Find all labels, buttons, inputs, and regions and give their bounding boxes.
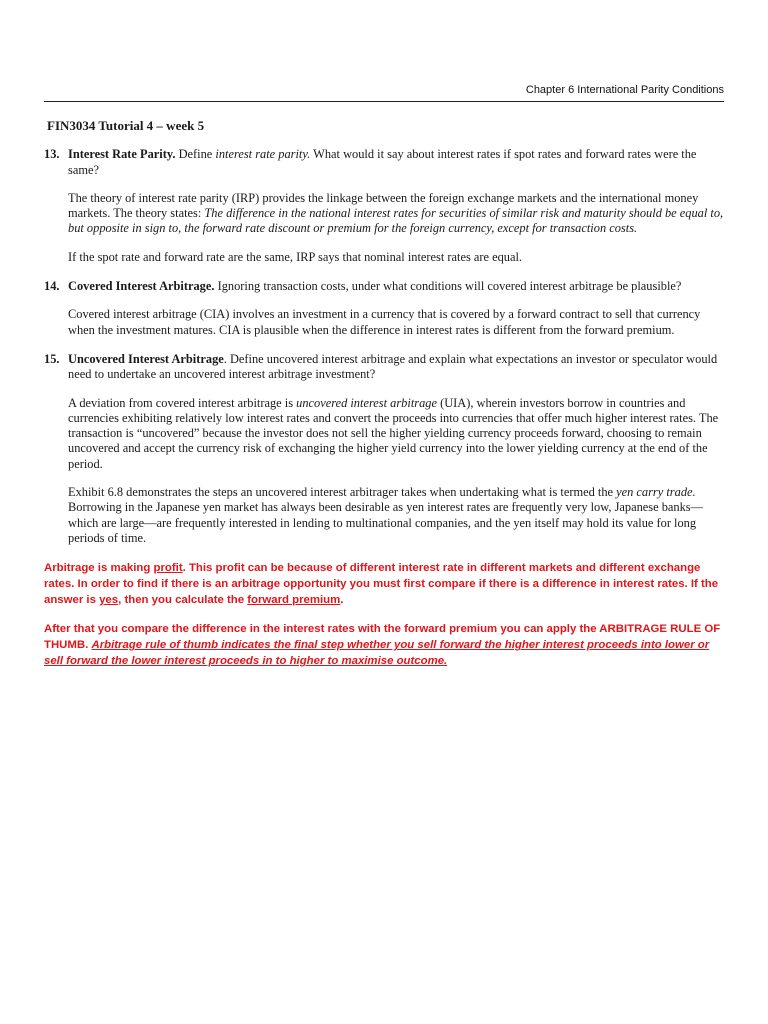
note-emphasis: yes [99,594,119,607]
answer-text: Exhibit 6.8 demonstrates the steps an uncovered interest arbitrager takes when undertaking what is termed the [68,485,617,500]
question-text [68,352,724,383]
question-text-part: Define [175,147,216,162]
question-13 [44,147,724,265]
answer-paragraph [68,396,724,472]
answer-text: A deviation from covered interest arbitrage is [68,395,297,410]
answer-term: uncovered interest arbitrage [296,395,437,410]
note-text: . [340,594,344,607]
question-text [68,279,724,294]
question-text-part: What would it say about interest rates if spot rates and forward rates were the same? [68,147,697,177]
question-number: 14. [44,279,60,294]
question-number: 13. [44,147,60,162]
document-title: FIN3034 Tutorial 4 – week 5 [47,118,205,133]
note-text: , then you calculate the [118,594,248,607]
question-14 [44,279,724,338]
note-text: After that you compare the difference in the interest rates with the forward premium you can apply the ARBITRAGE RULE OF THUMB. [44,623,721,652]
question-text [68,147,724,178]
question-number: 15. [44,351,60,366]
question-text-part: Ignoring transaction costs, under what conditions will covered interest arbitrage be plausible? [214,279,682,294]
question-title: Interest Rate Parity. [68,147,176,162]
answer-text: The theory of interest rate parity (IRP) provides the linkage between the foreign exchange markets and the international money markets. The theory states: [68,190,699,221]
answer-paragraph [68,485,724,546]
rule-of-thumb-note [44,621,724,669]
question-title: Covered Interest Arbitrage. [68,279,215,294]
answer-text: Borrowing in the Japanese yen market has always been desirable as yen interest rates are frequently very low, Japanese banks— which are large—are frequently interested in lending to multinational companies, and the yen itself may hold its value for long periods of time. [68,500,704,545]
question-title: Uncovered Interest Arbitrage [68,351,224,366]
note-emphasis: forward premium [247,594,341,607]
answer-term: yen carry trade. [616,485,696,500]
answer-paragraph: If the spot rate and forward rate are the same, IRP says that nominal interest rates are equal. [68,249,523,264]
header-divider [44,101,724,102]
arbitrage-note [44,560,724,608]
answer-paragraph [68,191,724,237]
question-15 [44,352,724,546]
running-header: Chapter 6 International Parity Conditions [525,84,724,96]
note-emphasis: profit [153,562,183,575]
question-text-part: . Define uncovered interest arbitrage and explain what expectations an investor or speculator would need to undertake an uncovered interest arbitrage investment? [68,351,718,382]
answer-quote: The difference in the national interest rates for securities of similar risk and maturity should be equal to, but opposite in sign to, the forward rate discount or premium for the foreign currency, except for transaction costs. [68,206,724,236]
question-term: interest rate parity. [215,147,311,162]
answer-text: (UIA), wherein investors borrow in countries and currencies exhibiting relatively low interest rates and convert the proceeds into currencies that offer much higher interest rates. The transaction is “uncovered” because the investor does not sell the higher yielding currency proceeds forward, choosing to remain uncovered and accept the currency risk of exchanging the higher yield currency into the lower yielding currency at the end of the period. [68,395,719,471]
answer-paragraph: Covered interest arbitrage (CIA) involves an investment in a currency that is covered by a forward contract to sell that currency when the investment matures. CIA is plausible when the difference in interest rates is different from the forward premium. [68,307,701,337]
page-content [44,118,724,669]
rule-of-thumb-text: Arbitrage rule of thumb indicates the final step whether you sell forward the higher interest proceeds into lower or sell forward the lower interest proceeds in to higher to maximise outcome. [44,639,710,668]
note-text: . This profit can be because of different interest rate in different markets and different exchange rates. In order to find if there is an arbitrage opportunity you must first compare if there is a difference in interest rates. If the answer is [44,562,719,607]
note-text: Arbitrage is making [44,562,154,575]
